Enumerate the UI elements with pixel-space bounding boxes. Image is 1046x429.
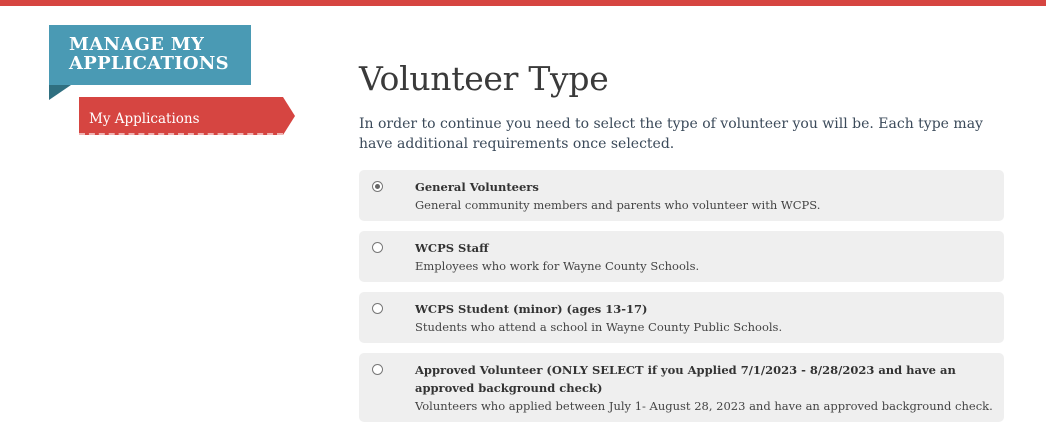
option-description: Students who attend a school in Wayne County Public Schools. (415, 320, 783, 334)
option-description: Volunteers who applied between July 1- August 28, 2023 and have an approved background check. (415, 399, 993, 413)
option-title: Approved Volunteer (ONLY SELECT if you Applied 7/1/2023 - 8/28/2023 and have an approved background check) (415, 363, 956, 395)
option-wcps-staff[interactable] (359, 231, 1004, 282)
sidebar-item-my-applications[interactable] (79, 97, 283, 135)
banner-title-line2: APPLICATIONS (69, 53, 229, 74)
top-accent-bar (0, 0, 1046, 6)
banner-title-line1: MANAGE MY (69, 34, 205, 55)
option-wcps-student[interactable] (359, 292, 1004, 343)
sidebar-item-label[interactable]: My Applications (89, 111, 200, 127)
option-approved-volunteer[interactable] (359, 353, 1004, 422)
option-title: WCPS Staff (415, 241, 489, 255)
radio-wcps-staff[interactable] (372, 242, 383, 253)
intro-text: In order to continue you need to select the type of volunteer you will be. Each type may have additional requirements once selected. (359, 116, 983, 152)
banner-fold-shape (49, 85, 71, 100)
option-general-volunteers[interactable] (359, 170, 1004, 221)
option-title: General Volunteers (415, 180, 539, 194)
radio-approved-volunteer[interactable] (372, 364, 383, 375)
volunteer-type-options (359, 170, 1004, 422)
option-description: General community members and parents who volunteer with WCPS. (415, 198, 821, 212)
option-description: Employees who work for Wayne County Schools. (415, 259, 700, 273)
active-item-arrow-icon (283, 97, 295, 135)
main-content (359, 52, 1004, 422)
radio-general-volunteers[interactable] (372, 181, 383, 192)
manage-applications-banner (49, 25, 251, 85)
radio-wcps-student[interactable] (372, 303, 383, 314)
page-title: Volunteer Type (359, 59, 609, 98)
option-title: WCPS Student (minor) (ages 13-17) (415, 302, 648, 316)
